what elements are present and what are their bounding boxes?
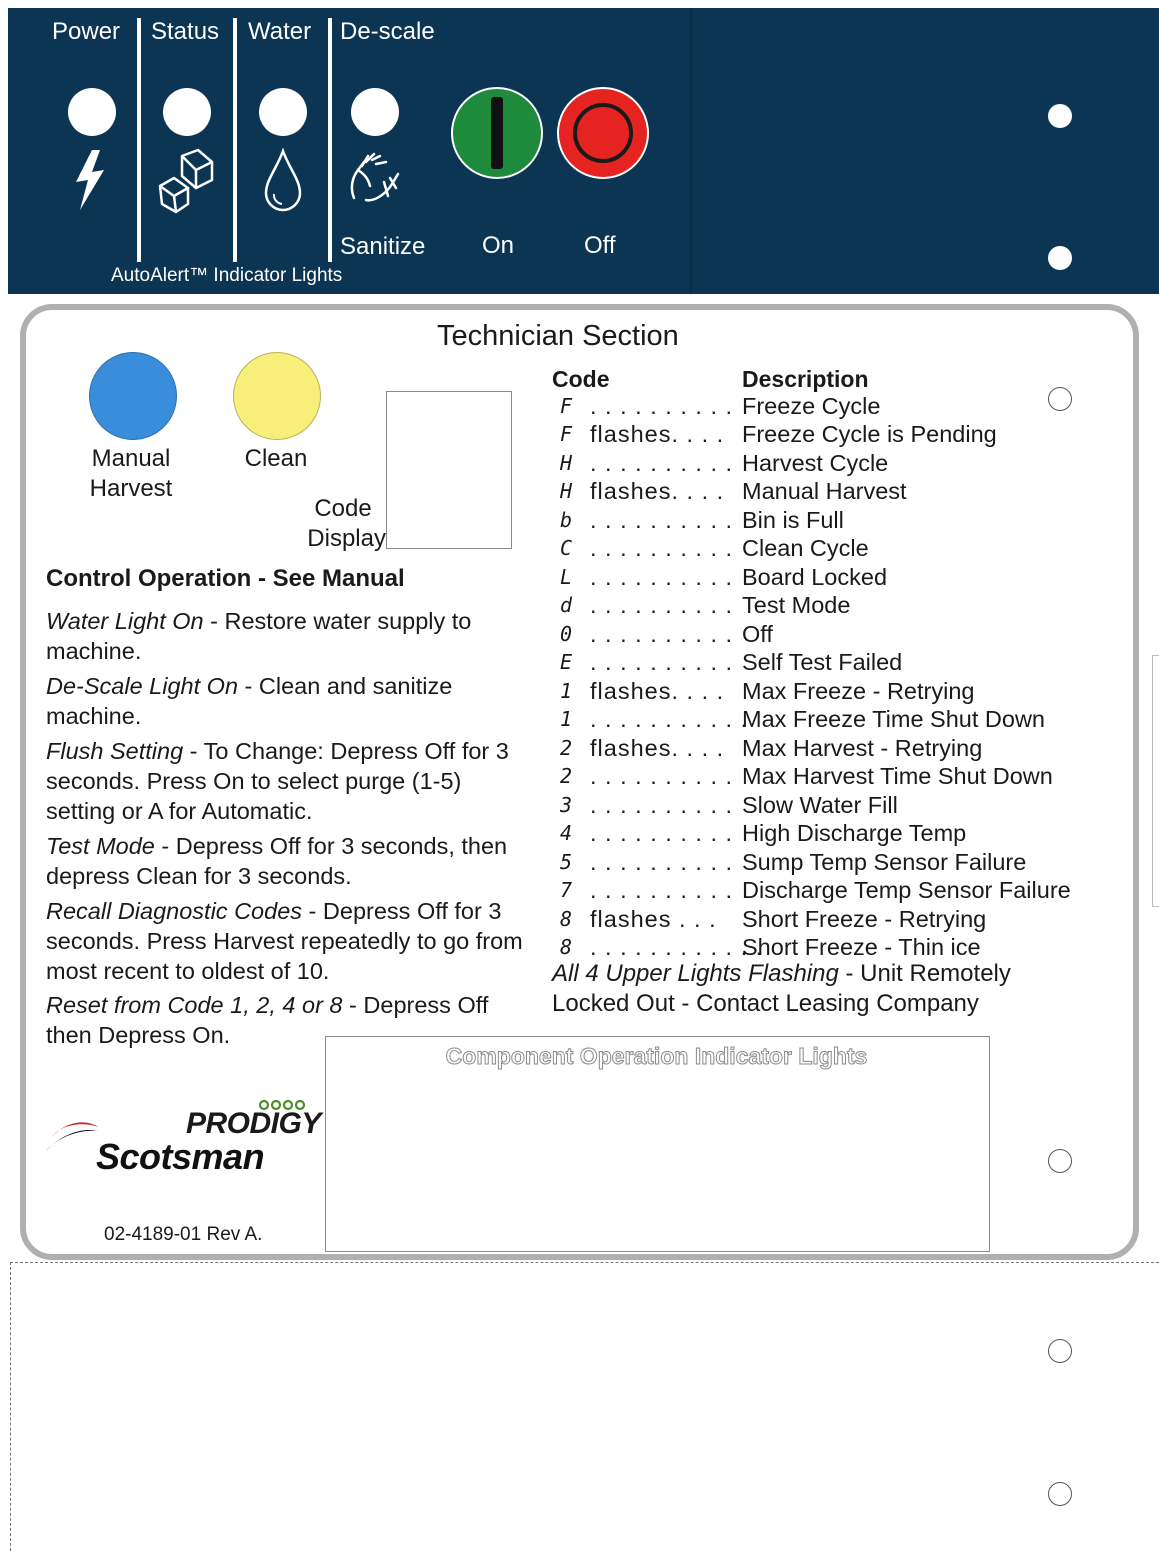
code-value: d bbox=[560, 593, 573, 617]
operation-item bbox=[46, 831, 526, 891]
remote-lockout-note-line2: Locked Out - Contact Leasing Company bbox=[552, 990, 979, 1017]
code-description: High Discharge Temp bbox=[742, 820, 967, 846]
code-value: 7 bbox=[560, 878, 573, 902]
code-description: Freeze Cycle is Pending bbox=[742, 421, 997, 447]
manual-harvest-label-line: Harvest bbox=[89, 475, 173, 502]
code-description: Off bbox=[742, 621, 773, 647]
code-description: Max Freeze - Retrying bbox=[742, 678, 975, 704]
technician-title: Technician Section bbox=[437, 320, 679, 352]
operation-item bbox=[46, 736, 526, 826]
water-light bbox=[259, 88, 307, 136]
code-leader: . . . . . . . . . . bbox=[590, 763, 734, 789]
operation-item-text: To Change: Depress Off for 3 seconds. Press On to select purge (1-5) setting or A for Automatic. bbox=[46, 738, 509, 824]
control-operation-heading: Control Operation - See Manual bbox=[46, 565, 405, 592]
operation-item-sep: - bbox=[203, 608, 225, 634]
component-indicator-label: Component Operation Indicator Lights bbox=[445, 1043, 868, 1069]
code-display bbox=[386, 391, 512, 549]
code-leader: . . . . . . . . . . bbox=[590, 820, 734, 846]
operation-item-sep: - bbox=[302, 898, 323, 924]
description-column-header: Description bbox=[742, 366, 869, 392]
remote-lockout-title: All 4 Upper Lights Flashing bbox=[552, 960, 839, 987]
code-leader: . . . . . . . . . . bbox=[590, 792, 734, 818]
water-drop-icon bbox=[262, 148, 304, 214]
operation-item-title: De-Scale Light On bbox=[46, 673, 239, 699]
scotsman-logo-text: Scotsman bbox=[96, 1136, 265, 1177]
code-display-label-line: Display bbox=[307, 525, 386, 552]
code-leader: . . . . . . . . . . bbox=[590, 535, 734, 561]
code-description: Discharge Temp Sensor Failure bbox=[742, 877, 1071, 903]
code-value: 0 bbox=[560, 622, 573, 646]
code-description: Freeze Cycle bbox=[742, 393, 881, 419]
manual-harvest-label bbox=[70, 444, 192, 504]
code-value: 3 bbox=[560, 793, 573, 817]
part-number: 02-4189-01 Rev A. bbox=[104, 1224, 263, 1245]
code-leader: . . . . . . . . . . bbox=[590, 621, 734, 647]
remote-lockout-sep: - bbox=[838, 960, 861, 987]
code-column-header: Code bbox=[552, 366, 610, 392]
power-label: Power bbox=[52, 18, 121, 45]
code-description: Self Test Failed bbox=[742, 649, 903, 675]
edge-mark bbox=[1152, 655, 1159, 907]
autoalert-label: AutoAlert™ Indicator Lights bbox=[111, 265, 343, 286]
code-leader: . . . . . . . . . . bbox=[590, 450, 734, 476]
panel-divider bbox=[690, 8, 692, 294]
code-description: Manual Harvest bbox=[742, 478, 907, 504]
status-light bbox=[163, 88, 211, 136]
on-label: On bbox=[482, 232, 515, 259]
code-value: H bbox=[560, 451, 573, 475]
code-value: C bbox=[560, 536, 573, 560]
water-label: Water bbox=[248, 18, 312, 45]
operation-item-title: Water Light On bbox=[46, 608, 204, 634]
code-description: Clean Cycle bbox=[742, 535, 869, 561]
operation-item-text: Restore water supply to machine. bbox=[46, 608, 472, 664]
operation-item-title: Reset from Code 1, 2, 4 or 8 bbox=[46, 992, 343, 1018]
code-description: Max Harvest - Retrying bbox=[742, 735, 983, 761]
code-leader: flashes. . . . bbox=[590, 421, 725, 447]
operation-item-text: Depress Off for 3 seconds. Press Harvest repeatedly to go from most recent to oldest of 10. bbox=[46, 898, 523, 984]
mounting-hole bbox=[1048, 1482, 1072, 1506]
code-description: Max Freeze Time Shut Down bbox=[742, 706, 1045, 732]
indicator-separator bbox=[328, 18, 332, 262]
operation-item-title: Flush Setting bbox=[46, 738, 184, 764]
autoalert-panel bbox=[8, 8, 1159, 294]
hands-icon bbox=[346, 148, 404, 206]
code-description: Short Freeze - Retrying bbox=[742, 906, 987, 932]
off-button[interactable] bbox=[557, 87, 649, 179]
code-description: Test Mode bbox=[742, 592, 851, 618]
operation-item-sep: - bbox=[342, 992, 364, 1018]
cut-line bbox=[10, 1262, 11, 1551]
cut-line bbox=[10, 1262, 1159, 1263]
code-value: 1 bbox=[560, 679, 573, 703]
manual-harvest-button[interactable] bbox=[89, 352, 177, 440]
on-button[interactable] bbox=[451, 87, 543, 179]
operation-item bbox=[46, 606, 536, 666]
code-value: F bbox=[560, 394, 573, 418]
code-leader: flashes. . . . bbox=[590, 678, 725, 704]
code-value: L bbox=[560, 565, 573, 589]
code-value: 8 bbox=[560, 907, 573, 931]
code-description: Max Harvest Time Shut Down bbox=[742, 763, 1053, 789]
mounting-dot bbox=[1048, 104, 1072, 128]
code-value: 2 bbox=[560, 764, 573, 788]
code-leader: flashes . . . bbox=[590, 906, 717, 932]
code-leader: . . . . . . . . . . . bbox=[590, 706, 749, 732]
indicator-separator bbox=[233, 18, 237, 262]
code-leader: . . . . . . . . . . bbox=[590, 592, 734, 618]
operation-item-text: Clean and sanitize machine. bbox=[46, 673, 453, 729]
operation-item-title: Recall Diagnostic Codes bbox=[46, 898, 303, 924]
code-leader: . . . . . . . . . . bbox=[590, 649, 734, 675]
mounting-hole bbox=[1048, 1339, 1072, 1363]
manual-harvest-label-line: Manual bbox=[91, 445, 171, 472]
on-symbol-icon bbox=[491, 97, 503, 169]
operation-item-text: Depress Off then Depress On. bbox=[46, 992, 489, 1048]
off-symbol-icon bbox=[573, 103, 633, 163]
operation-item-sep: - bbox=[154, 833, 176, 859]
operation-item-text: Depress Off for 3 seconds, then depress Clean for 3 seconds. bbox=[46, 833, 508, 889]
code-leader: . . . . . . . . . . . . bbox=[590, 934, 764, 960]
operation-item bbox=[46, 671, 536, 731]
code-leader: . . . . . . . . . . bbox=[590, 877, 734, 903]
clean-button[interactable] bbox=[233, 352, 321, 440]
mounting-hole bbox=[1048, 1149, 1072, 1173]
code-description: Sump Temp Sensor Failure bbox=[742, 849, 1027, 875]
lightning-icon bbox=[70, 148, 112, 212]
code-description: Harvest Cycle bbox=[742, 450, 889, 476]
code-leader: . . . . . . . . . . bbox=[590, 393, 734, 419]
operation-item bbox=[46, 896, 526, 986]
remote-lockout-text: Unit Remotely bbox=[860, 960, 1011, 987]
code-value: 2 bbox=[560, 736, 573, 760]
code-value: E bbox=[560, 650, 573, 674]
code-leader: . . . . . . . . . . bbox=[590, 507, 734, 533]
descale-label: De-scale bbox=[340, 18, 435, 45]
code-leader: . . . . . . . . . . bbox=[590, 564, 734, 590]
mounting-hole bbox=[1048, 387, 1072, 411]
code-leader: flashes. . . . bbox=[590, 735, 725, 761]
code-value: F bbox=[560, 422, 573, 446]
code-value: 4 bbox=[560, 821, 573, 845]
indicator-separator bbox=[137, 18, 141, 262]
code-display-label-line: Code bbox=[314, 495, 372, 522]
sanitize-label: Sanitize bbox=[340, 233, 426, 260]
code-value: H bbox=[560, 479, 573, 503]
mounting-dot bbox=[1048, 246, 1072, 270]
off-label: Off bbox=[584, 232, 616, 259]
operation-item-title: Test Mode bbox=[46, 833, 155, 859]
code-description: Board Locked bbox=[742, 564, 888, 590]
code-leader: . . . . . . . . . . bbox=[590, 849, 734, 875]
prodigy-logo-text: PRODIGY bbox=[186, 1107, 321, 1140]
scotsman-swoosh-icon bbox=[42, 1115, 102, 1159]
code-display-label bbox=[286, 494, 386, 554]
code-value: 1 bbox=[560, 707, 573, 731]
code-leader: flashes. . . . bbox=[590, 478, 725, 504]
code-description: Short Freeze - Thin ice bbox=[742, 934, 981, 960]
status-label: Status bbox=[151, 18, 220, 45]
descale-light bbox=[351, 88, 399, 136]
code-description: Bin is Full bbox=[742, 507, 844, 533]
code-description: Slow Water Fill bbox=[742, 792, 898, 818]
code-value: 5 bbox=[560, 850, 573, 874]
power-light bbox=[68, 88, 116, 136]
operation-item-sep: - bbox=[183, 738, 204, 764]
clean-label: Clean bbox=[244, 445, 308, 472]
code-value: b bbox=[560, 508, 573, 532]
code-value: 8 bbox=[560, 935, 573, 959]
remote-lockout-note bbox=[552, 960, 1011, 988]
operation-item-sep: - bbox=[238, 673, 259, 699]
ice-cubes-icon bbox=[154, 148, 218, 214]
